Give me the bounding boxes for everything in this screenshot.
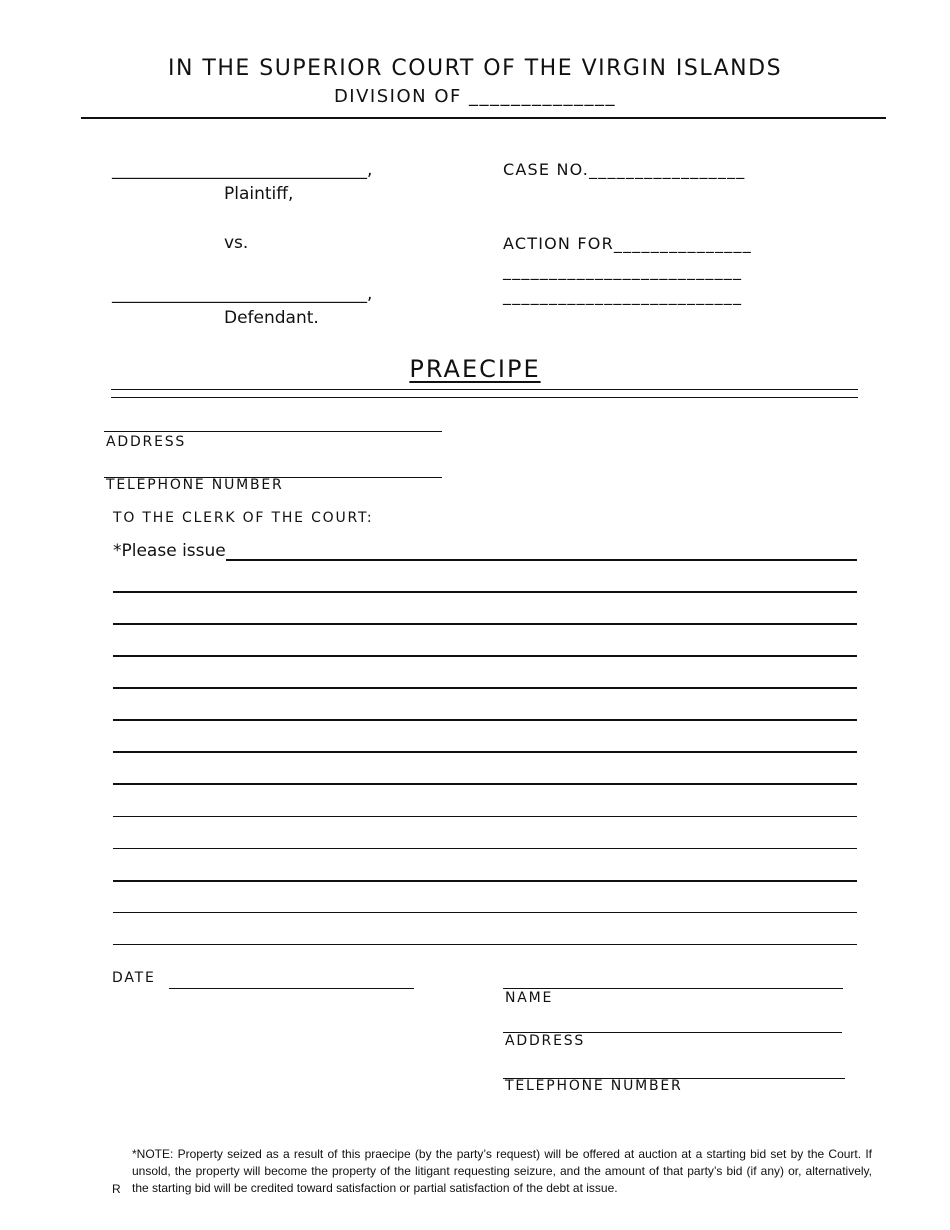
writing-line[interactable] (113, 655, 857, 657)
writing-line[interactable] (113, 623, 857, 625)
signer-telephone-label: TELEPHONE NUMBER (505, 1078, 683, 1094)
title-rule-bottom (111, 397, 858, 398)
action-for-line-3[interactable]: __________________________ (503, 286, 743, 305)
address-label: ADDRESS (106, 434, 187, 450)
please-issue-line[interactable] (226, 559, 857, 561)
defendant-name-blank[interactable]: ______________________________, (112, 284, 373, 304)
writing-line[interactable] (113, 591, 857, 593)
document-title: PRAECIPE (409, 355, 541, 383)
please-issue-label: *Please issue (113, 541, 226, 561)
writing-line[interactable] (113, 880, 857, 882)
division-line: DIVISION OF ______________ (333, 86, 617, 107)
footnote: *NOTE: Property seized as a result of this praecipe (by the party’s request) will be offered at auction at a starting bid set by the Court. If unsold, the property will become the property of the litigant requesting seizure, and the amount of that party’s bid (if any) or, alternatively, the starting bid will be credited toward satisfaction or partial satisfaction of the debt at issue. (132, 1147, 872, 1195)
telephone-label: TELEPHONE NUMBER (106, 477, 284, 493)
name-label: NAME (505, 990, 554, 1006)
form-mark: R (112, 1182, 121, 1196)
date-label: DATE (112, 970, 156, 986)
date-line[interactable] (169, 988, 414, 989)
writing-line[interactable] (113, 944, 857, 945)
title-rule-top (111, 389, 858, 390)
writing-line[interactable] (113, 912, 857, 913)
writing-line[interactable] (113, 687, 857, 689)
action-for-field[interactable]: ACTION FOR_______________ (503, 234, 752, 253)
plaintiff-name-blank[interactable]: ______________________________, (112, 160, 373, 180)
to-clerk-heading: TO THE CLERK OF THE COURT: (113, 510, 374, 526)
action-for-line-2[interactable]: __________________________ (503, 261, 743, 280)
case-number-field[interactable]: CASE NO._________________ (503, 160, 746, 179)
writing-line[interactable] (113, 848, 857, 849)
versus-label: vs. (224, 233, 249, 253)
court-title: IN THE SUPERIOR COURT OF THE VIRGIN ISLANDS (167, 56, 783, 81)
writing-line[interactable] (113, 783, 857, 785)
signer-address-label: ADDRESS (505, 1033, 586, 1049)
address-line[interactable] (104, 431, 442, 432)
writing-line[interactable] (113, 719, 857, 721)
name-line[interactable] (503, 988, 843, 989)
plaintiff-label: Plaintiff, (224, 184, 294, 204)
defendant-label: Defendant. (224, 308, 319, 328)
header-divider (81, 117, 886, 119)
writing-line[interactable] (113, 751, 857, 753)
writing-line[interactable] (113, 816, 857, 817)
